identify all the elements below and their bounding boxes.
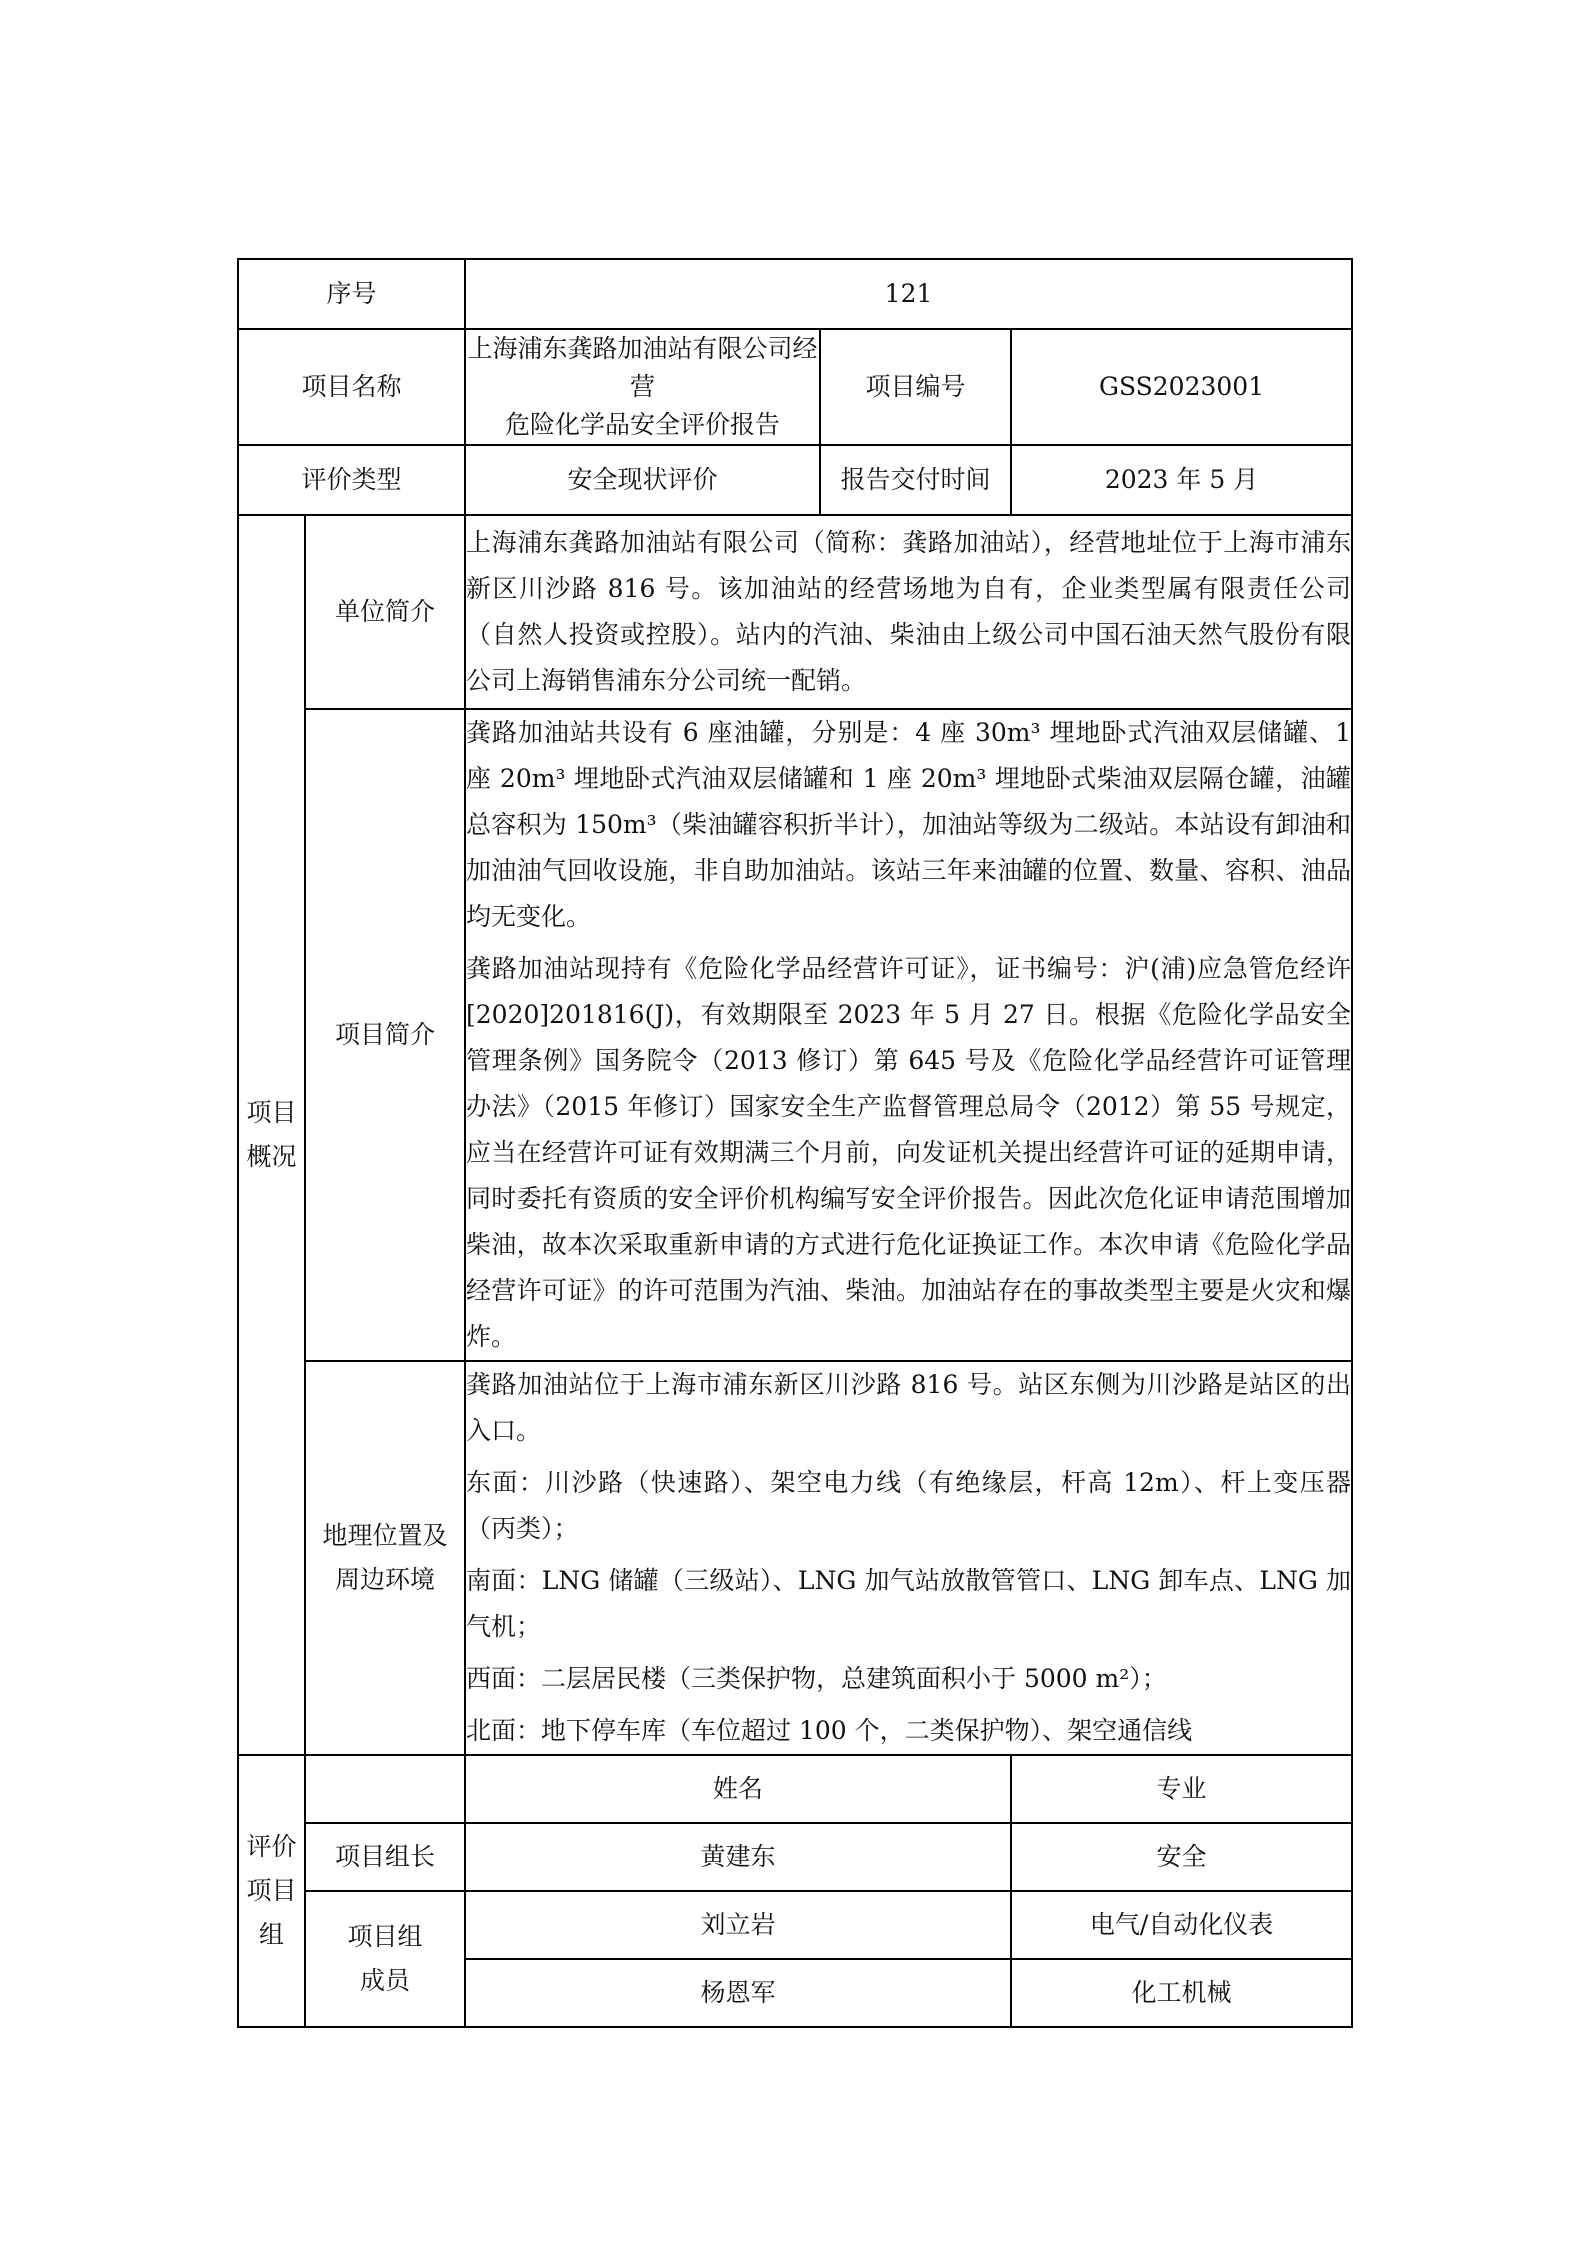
members-label-line2: 成员 <box>360 1966 411 1995</box>
sequence-value: 121 <box>465 259 1352 329</box>
leader-label: 项目组长 <box>305 1823 465 1891</box>
overview-label <box>238 515 305 1755</box>
evaluation-info-table <box>237 258 1353 2028</box>
project-name-line2: 危险化学品安全评价报告 <box>505 410 781 439</box>
name-column-header: 姓名 <box>465 1755 1011 1823</box>
row-sequence <box>238 259 1352 329</box>
team-label-line2: 项目 <box>246 1876 297 1905</box>
row-team-header <box>238 1755 1352 1823</box>
sequence-label: 序号 <box>238 259 465 329</box>
members-label-line1: 项目组 <box>347 1922 423 1951</box>
member-major: 化工机械 <box>1011 1959 1352 2027</box>
evaluation-type-label: 评价类型 <box>238 445 465 515</box>
evaluation-type-value: 安全现状评价 <box>465 445 820 515</box>
row-project-name <box>238 329 1352 445</box>
team-label-line3: 组 <box>258 1920 284 1949</box>
members-label <box>305 1891 465 2027</box>
major-column-header: 专业 <box>1011 1755 1352 1823</box>
leader-major: 安全 <box>1011 1823 1352 1891</box>
location-label-line1: 地理位置及 <box>322 1521 448 1550</box>
leader-name: 黄建东 <box>465 1823 1011 1891</box>
row-evaluation-type <box>238 445 1352 515</box>
project-code-value: GSS2023001 <box>1011 329 1352 445</box>
member-name: 刘立岩 <box>465 1891 1011 1959</box>
team-header-blank <box>305 1755 465 1823</box>
row-location <box>238 1361 1352 1755</box>
location-intro: 龚路加油站位于上海市浦东新区川沙路 816 号。站区东侧为川沙路是站区的出入口。 <box>466 1370 1352 1445</box>
location-west: 西面：二层居民楼（三类保护物，总建筑面积小于 5000 m²）； <box>466 1664 1167 1693</box>
location-south: 南面：LNG 储罐（三级站）、LNG 加气站放散管管口、LNG 卸车点、LNG 加气机； <box>466 1566 1352 1641</box>
unit-intro-paragraph: 上海浦东龚路加油站有限公司（简称：龚路加油站），经营地址位于上海市浦东新区川沙路 816 号。该加油站的经营场地为自有，企业类型属有限责任公司（自然人投资或控股）。站内的汽油、柴油由上级公司中国石油天然气股份有限公司上海销售浦东分公司统一配销。 <box>466 528 1352 695</box>
location-north: 北面：地下停车库（车位超过 100 个，二类保护物）、架空通信线 <box>466 1716 1193 1745</box>
location-text <box>465 1361 1352 1755</box>
row-unit-intro <box>238 515 1352 709</box>
project-name-value <box>465 329 820 445</box>
overview-label-line1: 项目 <box>246 1098 297 1127</box>
project-name-label: 项目名称 <box>238 329 465 445</box>
project-intro-paragraph-1: 龚路加油站共设有 6 座油罐，分别是：4 座 30m³ 埋地卧式汽油双层储罐、1 座 20m³ 埋地卧式汽油双层储罐和 1 座 20m³ 埋地卧式柴油双层隔仓罐，油罐总容积为 150m³（柴油罐容积折半计），加油站等级为二级站。本站设有卸油和加油油气回收设施，非自助加油站。该站三年来油罐的位置、数量、容积、油品均无变化。 <box>466 718 1352 931</box>
project-code-label: 项目编号 <box>820 329 1011 445</box>
unit-intro-text <box>465 515 1352 709</box>
row-project-intro <box>238 709 1352 1361</box>
delivery-date-label: 报告交付时间 <box>820 445 1011 515</box>
row-team-leader <box>238 1823 1352 1891</box>
overview-label-line2: 概况 <box>246 1142 297 1171</box>
location-label <box>305 1361 465 1755</box>
row-member-1 <box>238 1891 1352 1959</box>
member-name: 杨恩军 <box>465 1959 1011 2027</box>
location-label-line2: 周边环境 <box>335 1565 436 1594</box>
team-label-line1: 评价 <box>246 1832 297 1861</box>
team-label <box>238 1755 305 2027</box>
project-intro-label: 项目简介 <box>305 709 465 1361</box>
member-major: 电气/自动化仪表 <box>1011 1891 1352 1959</box>
delivery-date-value: 2023 年 5 月 <box>1011 445 1352 515</box>
project-name-line1: 上海浦东龚路加油站有限公司经营 <box>467 334 818 401</box>
location-east: 东面：川沙路（快速路）、架空电力线（有绝缘层，杆高 12m）、杆上变压器（丙类）； <box>466 1468 1352 1543</box>
unit-intro-label: 单位简介 <box>305 515 465 709</box>
project-intro-text <box>465 709 1352 1361</box>
project-intro-paragraph-2: 龚路加油站现持有《危险化学品经营许可证》，证书编号：沪(浦)应急管危经许[2020]201816(J)，有效期限至 2023 年 5 月 27 日。根据《危险化学品安全管理条例》国务院令（2013 修订）第 645 号及《危险化学品经营许可证管理办法》（2015 年修订）国家安全生产监督管理总局令（2012）第 55 号规定，应当在经营许可证有效期满三个月前，向发证机关提出经营许可证的延期申请，同时委托有资质的安全评价机构编写安全评价报告。因此次危化证申请范围增加柴油，故本次采取重新申请的方式进行危化证换证工作。本次申请《危险化学品经营许可证》的许可范围为汽油、柴油。加油站存在的事故类型主要是火灾和爆炸。 <box>466 954 1352 1351</box>
